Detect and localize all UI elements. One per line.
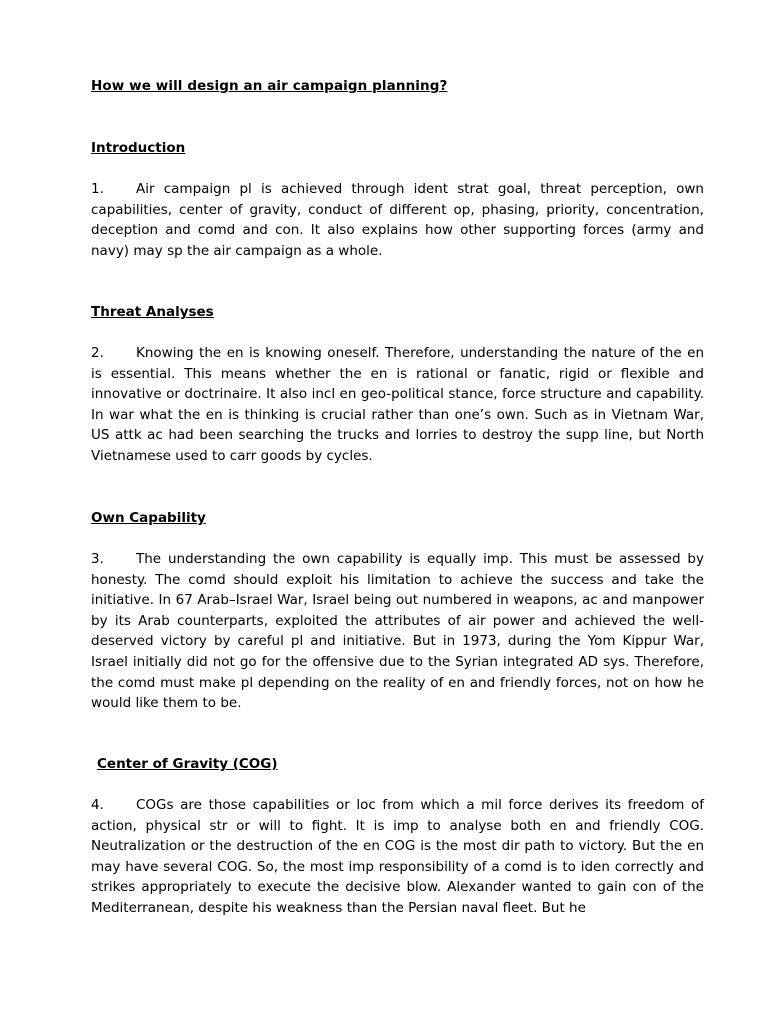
paragraph-1 xyxy=(91,179,704,261)
paragraph-2 xyxy=(91,343,704,467)
paragraph-text: Air campaign pl is achieved through ident strat goal, threat perception, own capabilities, center of gravity, conduct of different op, phasing, priority, concentration, deception and comd and con. It also explains how other supporting forces (army and navy) may sp the air campaign as a whole. xyxy=(91,181,704,259)
heading-threat-analyses: Threat Analyses xyxy=(91,304,214,320)
paragraph-text: Knowing the en is knowing oneself. Therefore, understanding the nature of the en is essential. This means whether the en is rational or fanatic, rigid or flexible and innovative or doctrinaire. It also incl en geo-political stance, force structure and capability. In war what the en is thinking is crucial rather than one’s own. Such as in Vietnam War, US attk ac had been searching the trucks and lorries to destroy the supp line, but North Vietnamese used to carr goods by cycles. xyxy=(91,345,704,464)
paragraph-3 xyxy=(91,549,704,714)
heading-introduction: Introduction xyxy=(91,140,186,156)
paragraph-number: 1. xyxy=(91,181,104,197)
paragraph-number: 3. xyxy=(91,551,104,567)
heading-center-of-gravity: Center of Gravity (COG) xyxy=(97,756,278,772)
paragraph-number: 4. xyxy=(91,797,104,813)
paragraph-4 xyxy=(91,795,704,919)
document-title: How we will design an air campaign planning? xyxy=(91,78,448,94)
paragraph-text: COGs are those capabilities or loc from which a mil force derives its freedom of action, physical str or will to fight. It is imp to analyse both en and friendly COG. Neutralization or the destruction of the en COG is the most dir path to victory. But the en may have several COG. So, the most imp responsibility of a comd is to iden correctly and strikes appropriately to execute the decisive blow. Alexander wanted to gain con of the Mediterranean, despite his weakness than the Persian naval fleet. But he xyxy=(91,797,704,916)
heading-own-capability: Own Capability xyxy=(91,510,206,526)
paragraph-number: 2. xyxy=(91,345,104,361)
paragraph-text: The understanding the own capability is equally imp. This must be assessed by honesty. The comd should exploit his limitation to achieve the success and take the initiative. In 67 Arab–Israel War, Israel being out numbered in weapons, ac and manpower by its Arab counterparts, exploited the attributes of air power and achieved the well-deserved victory by careful pl and initiative. But in 1973, during the Yom Kippur War, Israel initially did not go for the offensive due to the Syrian integrated AD sys. Therefore, the comd must make pl depending on the reality of en and friendly forces, not on how he would like them to be. xyxy=(91,551,704,712)
